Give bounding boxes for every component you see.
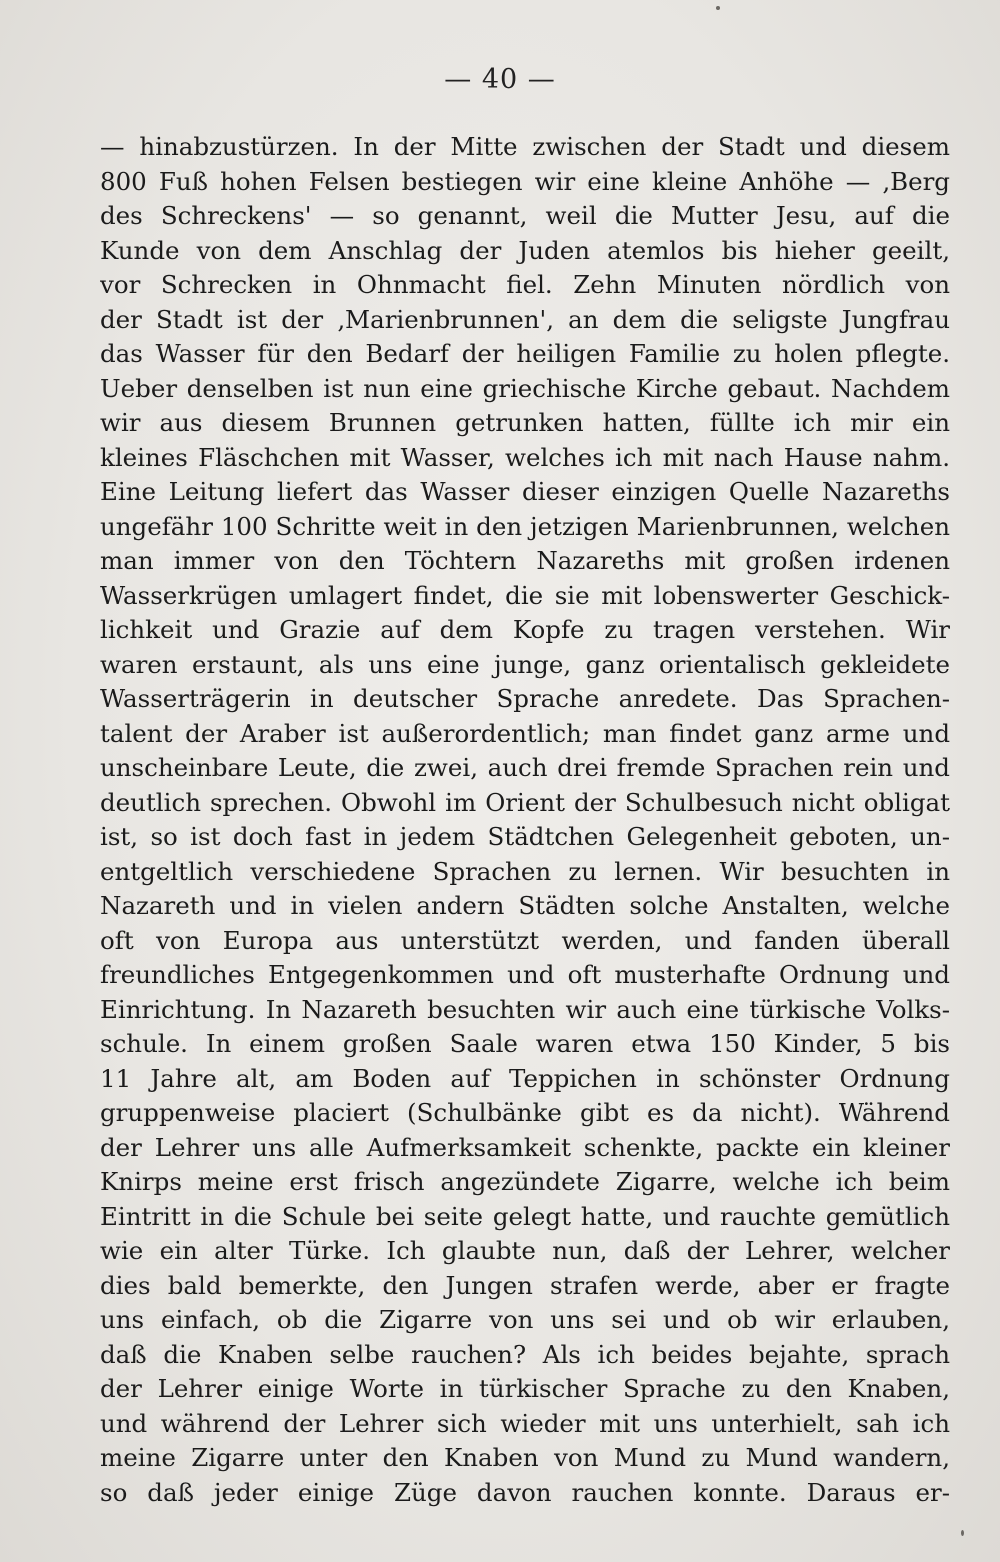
text-line: ist, so ist doch fast in jedem Städtchen Gelegenheit geboten, un- — [100, 822, 950, 851]
text-line: Eine Leitung liefert das Wasser dieser einzigen Quelle Nazareths — [100, 477, 950, 506]
text-line: 11 Jahre alt, am Boden auf Teppichen in schönster Ordnung — [100, 1063, 950, 1093]
text-line: daß die Knaben selbe rauchen? Als ich beides bejahte, sprach — [100, 1339, 950, 1369]
text-line: — hinabzustürzen. In der Mitte zwischen der Stadt und diesem — [100, 132, 950, 161]
text-line: Eintritt in die Schule bei seite gelegt hatte, und rauchte gemütlich — [100, 1201, 950, 1231]
text-line: lichkeit und Grazie auf dem Kopfe zu tragen verstehen. Wir — [100, 615, 950, 644]
text-line: gruppenweise placiert (Schulbänke gibt es da nicht). Während — [100, 1098, 950, 1127]
text-line: schule. In einem großen Saale waren etwa 150 Kinder, 5 bis — [100, 1029, 950, 1058]
text-line: 800 Fuß hohen Felsen bestiegen wir eine kleine Anhöhe — ‚Berg — [100, 166, 950, 196]
text-line: waren erstaunt, als uns eine junge, ganz orientalisch gekleidete — [100, 649, 950, 679]
text-line: Einrichtung. In Nazareth besuchten wir auch eine türkische Volks- — [100, 994, 950, 1024]
text-line: talent der Araber ist außerordentlich; man findet ganz arme und — [100, 718, 950, 748]
text-line: man immer von den Töchtern Nazareths mit großen irdenen — [100, 546, 950, 575]
text-line: vor Schrecken in Ohnmacht fiel. Zehn Minuten nördlich von — [100, 270, 950, 299]
page-number: — 40 — — [444, 64, 556, 95]
text-line: dies bald bemerkte, den Jungen strafen werde, aber er fragte — [100, 1270, 950, 1300]
text-line: wie ein alter Türke. Ich glaubte nun, daß der Lehrer, welcher — [100, 1236, 950, 1265]
text-line: Ueber denselben ist nun eine griechische Kirche gebaut. Nachdem — [100, 373, 950, 403]
text-line: Wasserträgerin in deutscher Sprache anredete. Das Sprachen- — [100, 684, 950, 713]
text-line: das Wasser für den Bedarf der heiligen Familie zu holen pflegte. — [100, 339, 950, 368]
text-line: entgeltlich verschiedene Sprachen zu lernen. Wir besuchten in — [100, 856, 950, 886]
paper-speck — [961, 1530, 964, 1536]
text-line: deutlich sprechen. Obwohl im Orient der Schulbesuch nicht obligat — [100, 787, 950, 817]
text-line: Knirps meine erst frisch angezündete Zigarre, welche ich beim — [100, 1167, 950, 1196]
text-line: der Lehrer einige Worte in türkischer Sprache zu den Knaben, — [100, 1374, 950, 1403]
text-line: freundliches Entgegenkommen und oft musterhafte Ordnung und — [100, 960, 950, 989]
text-line: so daß jeder einige Züge davon rauchen konnte. Daraus er- — [100, 1477, 950, 1507]
body-text — [100, 130, 950, 1510]
text-line: kleines Fläschchen mit Wasser, welches ich mit nach Hause nahm. — [100, 442, 950, 472]
text-line: der Stadt ist der ‚Marienbrunnen', an dem die seligste Jungfrau — [100, 304, 950, 334]
text-line: Nazareth und in vielen andern Städten solche Anstalten, welche — [100, 891, 950, 920]
text-line: uns einfach, ob die Zigarre von uns sei und ob wir erlauben, — [100, 1305, 950, 1334]
text-line: oft von Europa aus unterstützt werden, und fanden überall — [100, 925, 950, 955]
text-line: Wasserkrügen umlagert findet, die sie mit lobenswerter Geschick- — [100, 580, 950, 610]
text-line: Kunde von dem Anschlag der Juden atemlos bis hieher geeilt, — [100, 235, 950, 265]
text-line: ungefähr 100 Schritte weit in den jetzigen Marienbrunnen, welchen — [100, 511, 950, 541]
paper-speck — [716, 6, 720, 10]
text-line: meine Zigarre unter den Knaben von Mund zu Mund wandern, — [100, 1443, 950, 1472]
text-line: wir aus diesem Brunnen getrunken hatten, füllte ich mir ein — [100, 408, 950, 437]
text-line: des Schreckens' — so genannt, weil die Mutter Jesu, auf die — [100, 201, 950, 230]
text-line: und während der Lehrer sich wieder mit uns unterhielt, sah ich — [100, 1408, 950, 1438]
text-line: der Lehrer uns alle Aufmerksamkeit schenkte, packte ein kleiner — [100, 1132, 950, 1162]
text-line: unscheinbare Leute, die zwei, auch drei fremde Sprachen rein und — [100, 753, 950, 782]
